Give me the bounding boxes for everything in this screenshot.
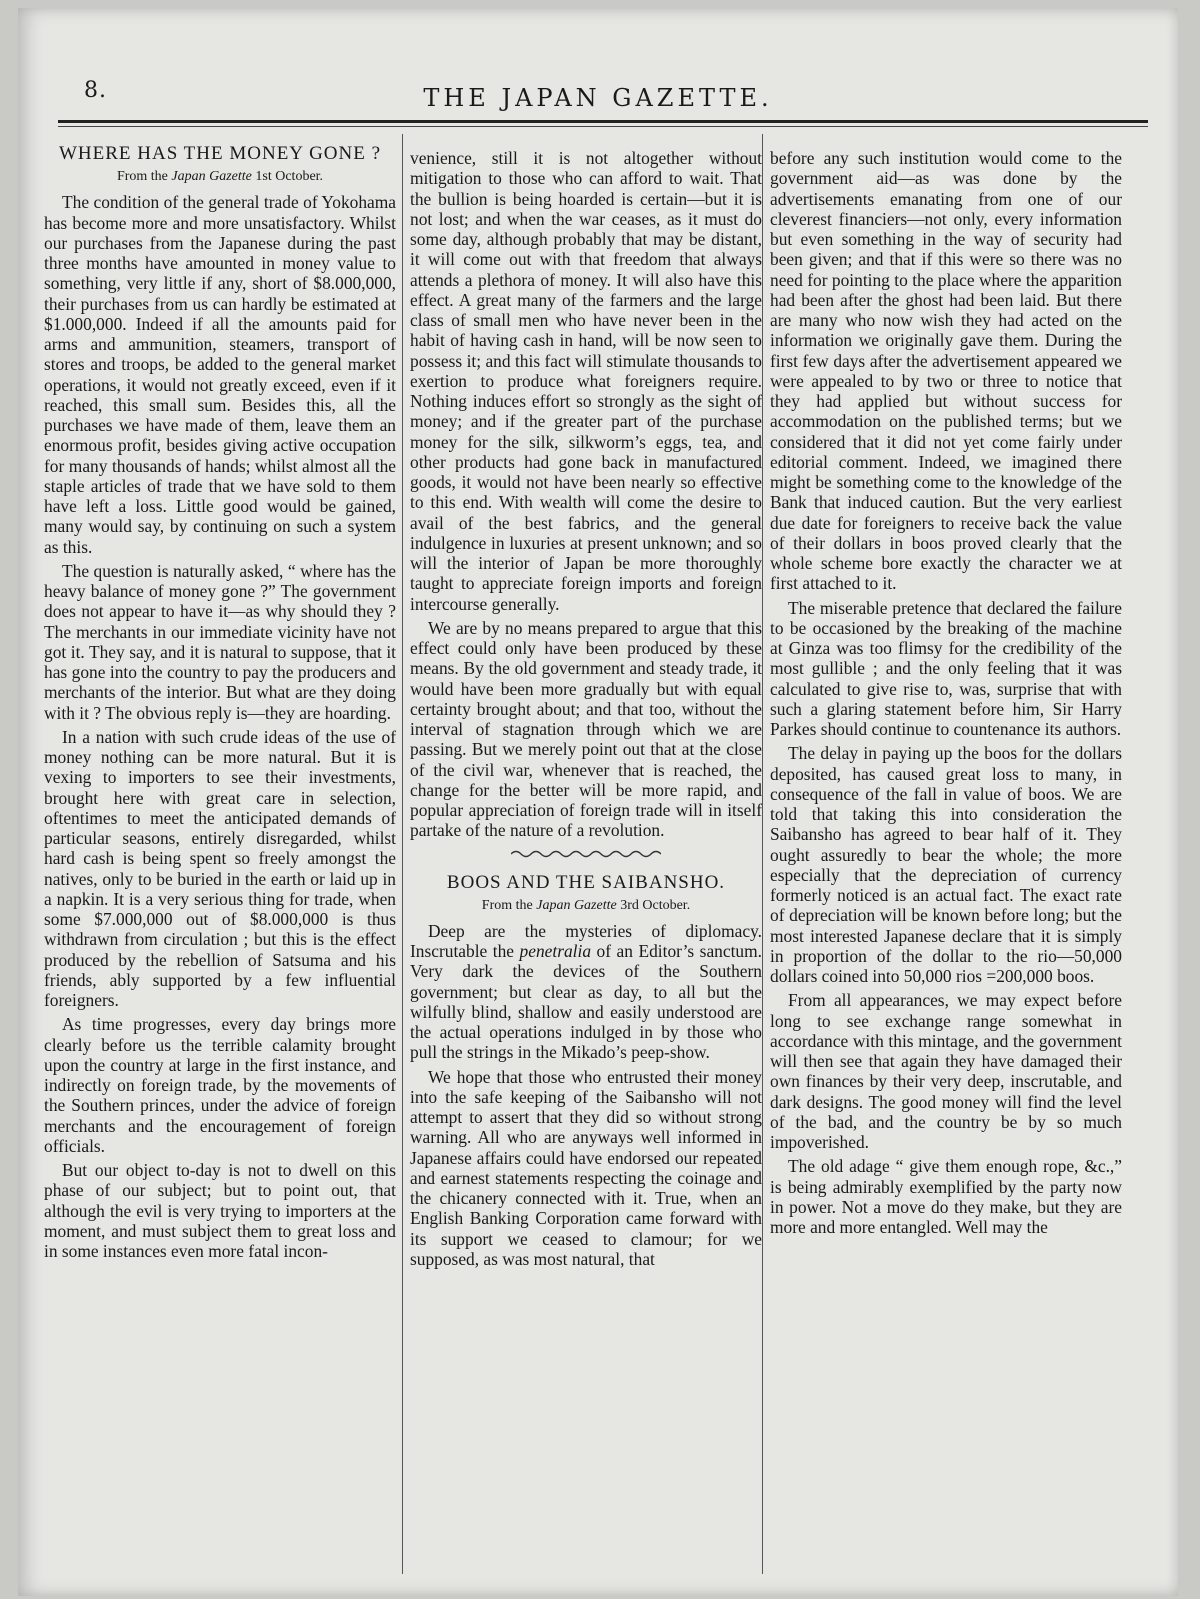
paragraph: The delay in paying up the boos for the dollars deposited, has caused great loss to many, in consequence of the fall in value of boos. We are told that taking this into consideration the Saibansho has agreed to bear half of it. They ought assuredly to bear the whole; the more especially that the depreciation of currency formerly noticed is an actual fact. The exact rate of depreciation will be known before long; but the most interested Japanese declare that it is simply in proportion of the dollar to the rio—50,000 dollars coined into 50,000 rios =200,000 boos.	[770, 743, 1122, 986]
column-divider-1	[402, 134, 403, 1574]
byline-source: Japan Gazette	[536, 897, 617, 913]
column-1	[44, 134, 396, 1566]
paragraph-continued: before any such institution would come to the government aid—as was done by the advertisements emanating from one of our cleverest financiers—not only, every information but even something in the way of security had been given; and that if this were so there was no need for pointing to the place where the apparition had been after the ghost had been laid. But there are many who now wish they had acted on the information we originally gave them. During the first few days after the advertisement appeared we were appealed to by two or three to notice that they had applied but without success for accommodation on the published terms; but we considered that it did not yet come fairly under editorial comment. Indeed, we imagined there might be something come to the knowledge of the Bank that induced caution. But the very earliest due date for foreigners to receive back the value of their dollars in boos proved clearly that the whole scheme bore exactly the character we at first attached to it.	[770, 148, 1122, 594]
paragraph: The condition of the general trade of Yokohama has become more and more unsatisfactory. Whilst our purchases from the Japanese during the past three months have amounted in money value to something, very little if any, short of $8.000,000, their purchases from us can hardly be estimated at $1.000,000. Indeed if all the amounts paid for arms and ammunition, steamers, transport of stores and troops, be added to the general market operations, it would not greatly exceed, even if it reached, this small sum. Besides this, all the purchases we have made of them, leave them an enormous profit, besides giving active occupation for many thousands of hands; whilst almost all the staple articles of trade that we have sold to them have left a loss. Little good would be gained, many would say, by continuing on such a system as this.	[44, 192, 396, 557]
paragraph: But our object to-day is not to dwell on this phase of our subject; but to point out, that although the evil is very trying to importers at the moment, and must subject them to great loss and in some instances even more fatal incon-	[44, 1160, 396, 1261]
paragraph: In a nation with such crude ideas of the use of money nothing can be more natural. But it is vexing to importers to see their investments, brought here with great care in selection, oftentimes to meet the anticipated demands of particular seasons, entirely disregarded, whilst hard cash is being spent so freely amongst the natives, only to be buried in the earth or laid up in a napkin. It is a very serious thing for trade, when some $7.000,000 out of $8.000,000 is thus withdrawn from circulation ; but this is the effect produced by the rebellion of Satsuma and his friends, ably supported by a few influential foreigners.	[44, 726, 396, 1010]
section-divider-ornament	[511, 849, 661, 859]
page-number: 8.	[84, 78, 107, 103]
column-3	[770, 134, 1122, 1566]
text-run-italic: penetralia	[519, 941, 592, 961]
paragraph: The old adage “ give them enough rope, &c.,” is being admirably exemplified by the party now in power. Not a move do they make, but they are more and more entangled. Well may the	[770, 1156, 1122, 1237]
column-2	[410, 134, 762, 1566]
masthead: THE JAPAN GAZETTE.	[423, 84, 773, 112]
paragraph	[410, 921, 762, 1063]
newspaper-page	[18, 8, 1178, 1596]
byline-suffix: 3rd October.	[616, 897, 691, 913]
article-byline-boos	[410, 897, 762, 915]
paragraph: The question is naturally asked, “ where has the heavy balance of money gone ?” The government does not appear to have it—as why should they ? The merchants in our immediate vicinity have not got it. They say, and it is natural to suppose, that it has gone into the country to pay the producers and merchants of the interior. But what are they doing with it ? The obvious reply is—they are hoarding.	[44, 560, 396, 723]
byline-source: Japan Gazette	[171, 169, 252, 185]
article-title-money-gone: WHERE HAS THE MONEY GONE ?	[58, 143, 382, 164]
paragraph: The miserable pretence that declared the failure to be occasioned by the breaking of the machine at Ginza was too flimsy for the credibility of the most gullible ; and the only feeling that it was calculated to give rise to, was, surprise that with such a glaring statement before him, Sir Harry Parkes should continue to countenance its authors.	[770, 597, 1122, 739]
column-divider-2	[762, 134, 763, 1574]
paragraph: From all appearances, we may expect before long to see exchange range somewhat in accordance with this mintage, and the government will then see that again they have damaged their own finances by their very deep, inscrutable, and dark designs. The good money will find the level of the bad, and the country be by so much impoverished.	[770, 990, 1122, 1152]
byline-prefix: From the	[481, 897, 537, 913]
text-run: of an Editor’s sanctum. Very dark the devices of the Southern government; but clear as day, to all but the wilfully blind, shallow and easily understood are the actual operations indulged in by those who pull the strings in the Mikado’s peep-show.	[410, 941, 762, 1063]
text-run: Deep are the mysteries of diplomacy. Inscrutable the	[410, 920, 762, 961]
paragraph: We are by no means prepared to argue that this effect could only have been produced by these means. By the old government and steady trade, it would have been more gradually but with equal certainty brought about; and that too, without the interval of stagnation through which we are passing. But we merely point out that at the close of the civil war, whenever that is reached, the change for the better will be more rapid, and popular appreciation of foreign trade will in itself partake of the nature of a revolution.	[410, 617, 762, 841]
byline-suffix: 1st October.	[251, 169, 324, 185]
paragraph: We hope that those who entrusted their money into the safe keeping of the Saibansho will not attempt to assert that they did so without strong warning. All who are anyways well informed in Japanese affairs could have endorsed our repeated and earnest statements respecting the coinage and the chicanery connected with it. True, when an English Banking Corporation came forward with its support we ceased to clamour; for we supposed, as was most natural, that	[410, 1066, 762, 1269]
paragraph: As time progresses, every day brings more clearly before us the terrible calamity brought upon the country at large in the first instance, and indirectly on foreign trade, by the movements of the Southern princes, under the advice of foreign merchants and the encouragement of foreign officials.	[44, 1014, 396, 1156]
paragraph-continued: venience, still it is not altogether without mitigation to those who can afford to wait. That the bullion is being hoarded is certain—but it is not lost; and when the war ceases, as it must do some day, although probably that may be distant, it will come out with that freedom that always attends a plethora of money. It will also have this effect. A great many of the farmers and the large class of small men who have never been in the habit of having cash in hand, will be now seen to possess it; and this fact will stimulate thousands to exertion to produce what foreigners require. Nothing induces effort so strongly as the sight of money; and if the greater part of the purchase money for the silk, silkworm’s eggs, tea, and other products had gone back in manufactured goods, it would not have been nearly so effective to this end. With wealth will come the desire to avail of the best fabrics, and the general indulgence in luxuries at present unknown; and so will the interior of Japan be more thoroughly taught to appreciate foreign imports and foreign intercourse generally.	[410, 148, 762, 614]
header-rule-thin	[58, 126, 1148, 127]
article-byline-money-gone	[44, 168, 396, 186]
byline-prefix: From the	[116, 169, 172, 185]
article-title-boos: BOOS AND THE SAIBANSHO.	[446, 871, 726, 893]
header-rule-thick	[58, 120, 1148, 123]
